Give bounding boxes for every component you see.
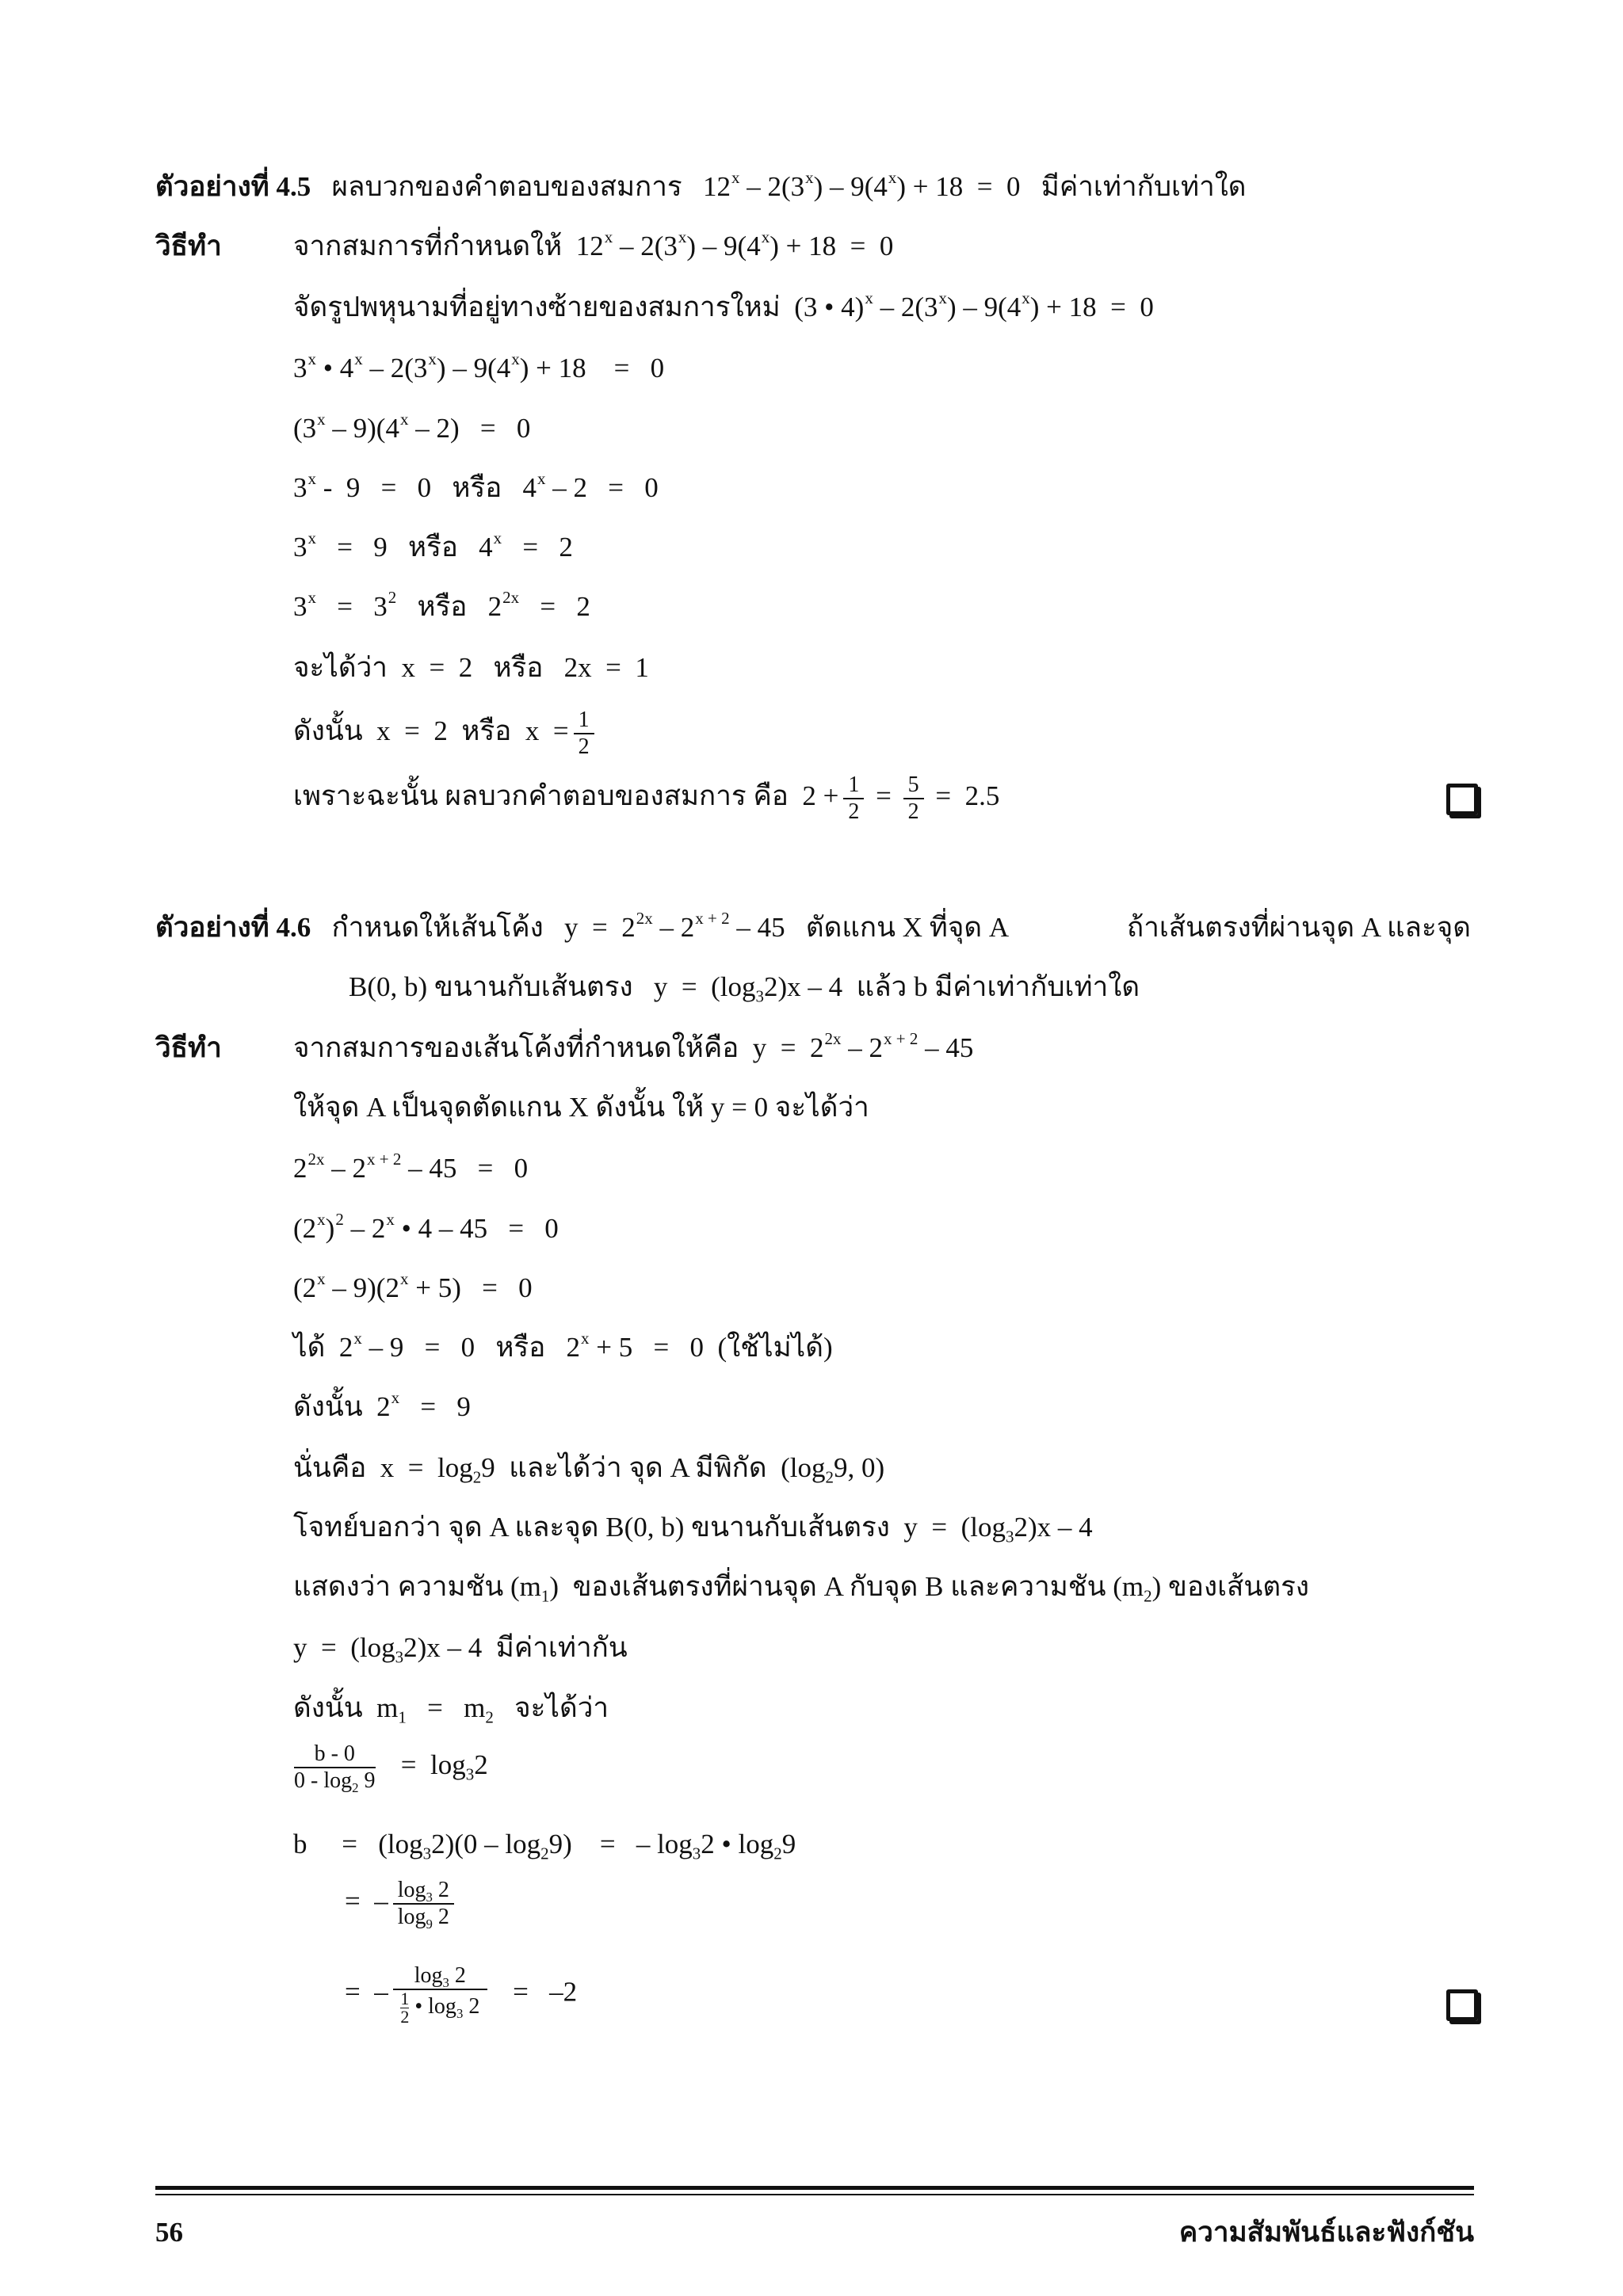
example-question: B(0, b) ขนานกับเส้นตรง (349, 971, 633, 1002)
solution-text: จากสมการของเส้นโค้งที่กำหนดให้คือ (293, 1032, 739, 1063)
fraction: $\frac{\log_3 2}{\log_9 2}$ (393, 1878, 454, 1930)
solution-line: $(2^x - 9)(2^x + 5) = 0$ (293, 1269, 533, 1303)
method-label: วิธีทำ (155, 1032, 222, 1063)
page-number: 56 (155, 2217, 183, 2248)
solution-text: โจทย์บอกว่า จุด A และจุด B(0, b) ขนานกับเส้นตรง (293, 1512, 890, 1543)
solution-text: และได้ว่า จุด A มีพิกัด (509, 1452, 767, 1483)
solution-line: จะได้ว่า x = 2 หรือ 2x = 1 (293, 652, 649, 683)
fraction: $\log_3 2$ $\frac{1}{2}$ • $\log_3 2$ (393, 1963, 487, 2026)
footer-divider-thin (155, 2194, 1474, 2195)
solution-text: (ใช้ไม่ได้) (717, 1332, 833, 1363)
end-of-proof-checkbox-icon (1446, 1989, 1478, 2021)
example-question: ถ้าเส้นตรงที่ผ่านจุด A และจุด (1127, 912, 1471, 943)
solution-line: 3$^x$ - 9 = 0 หรือ 4$^x$ – 2 = 0 (293, 469, 659, 503)
example-label: ตัวอย่างที่ (155, 171, 269, 202)
footer-divider-thick (155, 2186, 1474, 2190)
example-4-6-heading: ตัวอย่างที่ 4.6 กำหนดให้เส้นโค้ง $y = 2^{2x} - 2^{x + 2} - 45$ ตัดแกน X ที่จุด A (155, 909, 1010, 943)
example-question: ตัดแกน X ที่จุด A (805, 912, 1010, 943)
example-question-line2: B(0, b) ขนานกับเส้นตรง $y = (\log_32)x - 4$ แล้ว b มีค่าเท่ากับเท่าใด (349, 971, 1140, 1006)
solution-line: จัดรูปพหุนามที่อยู่ทางซ้ายของสมการใหม่ (3 • $4)^x - 2(3^x) - 9(4^x) + 18 = 0$ (293, 288, 1154, 322)
solution-line: $2^{2x} - 2^{x + 2} - 45 = 0$ (293, 1150, 529, 1184)
solution-text: แสดงว่า ความชัน (293, 1571, 504, 1602)
solution-text: ได้ (293, 1332, 326, 1363)
solution-line: $(2^x)^2 - 2^x$ • 4 – 45 = 0 (293, 1210, 559, 1244)
solution-text: ของเส้นตรงที่ผ่านจุด A กับจุด B และความชัน (572, 1571, 1106, 1602)
example-question: ผลบวกของคำตอบของสมการ (331, 171, 682, 202)
solution-line: นั่นคือ $x = \log_29$ และได้ว่า จุด A มีพิกัด ($\log_29$, 0) (293, 1452, 885, 1487)
solution-line: ดังนั้น x = 2 หรือ x = $\frac{1}{2}$ (293, 707, 599, 760)
solution-line: โจทย์บอกว่า จุด A และจุด B(0, b) ขนานกับเส้นตรง $y = (\log_32)x - 4$ (293, 1512, 1093, 1547)
example-4-5-heading (155, 168, 1247, 202)
solution-line: = – $\log_3 2$ $\frac{1}{2}$ • $\log_3 2$ = –2 (345, 1963, 578, 2027)
solution-text: จากสมการที่กำหนดให้ (293, 231, 563, 261)
solution-line: ดังนั้น 2$^x$ = 9 (293, 1388, 471, 1422)
solution-text: ของเส้นตรง (1168, 1571, 1309, 1602)
or-text: หรือ (461, 715, 512, 747)
or-text: หรือ (495, 1332, 546, 1363)
solution-line: $\frac{b - 0}{0 - \log_2 9}$ = $\log_32$ (294, 1741, 488, 1796)
fraction: $\frac{1}{2}$ (843, 772, 864, 825)
solution-text: จะได้ว่า (514, 1692, 609, 1723)
solution-line: b = $(\log_32)(0 - \log_29)$ = – $\log_32$ • $\log_29$ (293, 1829, 796, 1863)
solution-line: = – $\frac{\log_3 2}{\log_9 2}$ (345, 1878, 459, 1930)
equation: $12^x - 2(3^x) - 9(4^x) + 18 = 0$ (702, 168, 1021, 202)
or-text: หรือ (452, 472, 502, 503)
method-label: วิธีทำ (155, 231, 222, 261)
solution-line: 3$^x$ • $4^x - 2(3^x) - 9(4^x) + 18$ = 0 (293, 349, 665, 383)
fraction: $\frac{5}{2}$ (903, 772, 924, 825)
or-text: หรือ (493, 652, 544, 683)
solution-text: ดังนั้น (293, 1692, 363, 1723)
solution-text: นั่นคือ (293, 1452, 367, 1483)
solution-line: เพราะฉะนั้น ผลบวกคำตอบของสมการ คือ 2 + $\frac{1}{2}$ = $\frac{5}{2}$ = 2.5 (293, 772, 1000, 825)
solution-text: จะได้ว่า (293, 652, 388, 683)
example-question-tail: มีค่าเท่ากับเท่าใด (1041, 171, 1247, 202)
end-of-proof-checkbox-icon (1446, 784, 1478, 815)
solution-text: ดังนั้น (293, 1391, 363, 1422)
solution-line: $y = (\log_32)x - 4$ มีค่าเท่ากัน (293, 1632, 628, 1667)
solution-text: ดังนั้น (293, 715, 363, 747)
solution-text: จัดรูปพหุนามที่อยู่ทางซ้ายของสมการใหม่ (293, 292, 781, 322)
or-text: หรือ (417, 591, 468, 622)
slope-fraction: $\frac{b - 0}{0 - \log_2 9}$ (294, 1741, 376, 1796)
solution-text: มีค่าเท่ากัน (495, 1632, 628, 1663)
example-question: แล้ว b มีค่าเท่ากับเท่าใด (856, 971, 1140, 1002)
example-label: ตัวอย่างที่ (155, 912, 269, 943)
example-number: 4.6 (276, 912, 311, 943)
solution-line: จากสมการที่กำหนดให้ $12^x - 2(3^x) - 9(4^x) + 18 = 0$ (293, 227, 894, 261)
solution-line: (3$^x$ – 9)(4$^x$ – 2) = 0 (293, 410, 531, 444)
solution-line: 3$^x$ = 9 หรือ 4$^x$ = 2 (293, 528, 573, 563)
example-question: กำหนดให้เส้นโค้ง (331, 912, 544, 943)
solution-line: แสดงว่า ความชัน $(m_1)$ ของเส้นตรงที่ผ่านจุด A กับจุด B และความชัน $(m_2)$ ของเส้นตรง (293, 1571, 1309, 1606)
example-number: 4.5 (276, 171, 311, 202)
footer-title: ความสัมพันธ์และฟังก์ชัน (1178, 2217, 1474, 2248)
solution-line: $3^x = 3^2$ หรือ $2^{2x} = 2$ (293, 588, 590, 622)
solution-line: จากสมการของเส้นโค้งที่กำหนดให้คือ $y = 2^{2x} - 2^{x + 2} - 45$ (293, 1029, 974, 1063)
fraction: $\frac{1}{2}$ (574, 707, 594, 760)
or-text: หรือ (408, 532, 458, 563)
solution-line: ดังนั้น $m_1 = m_2$ จะได้ว่า (293, 1692, 609, 1727)
solution-text: ให้จุด A เป็นจุดตัดแกน X ดังนั้น ให้ y = 0 จะได้ว่า (293, 1092, 869, 1123)
solution-line: ได้ 2$^x$ – 9 = 0 หรือ $2^x + 5 = 0$ (ใช้ไม่ได้) (293, 1329, 833, 1363)
solution-text: เพราะฉะนั้น ผลบวกคำตอบของสมการ คือ (293, 780, 789, 812)
